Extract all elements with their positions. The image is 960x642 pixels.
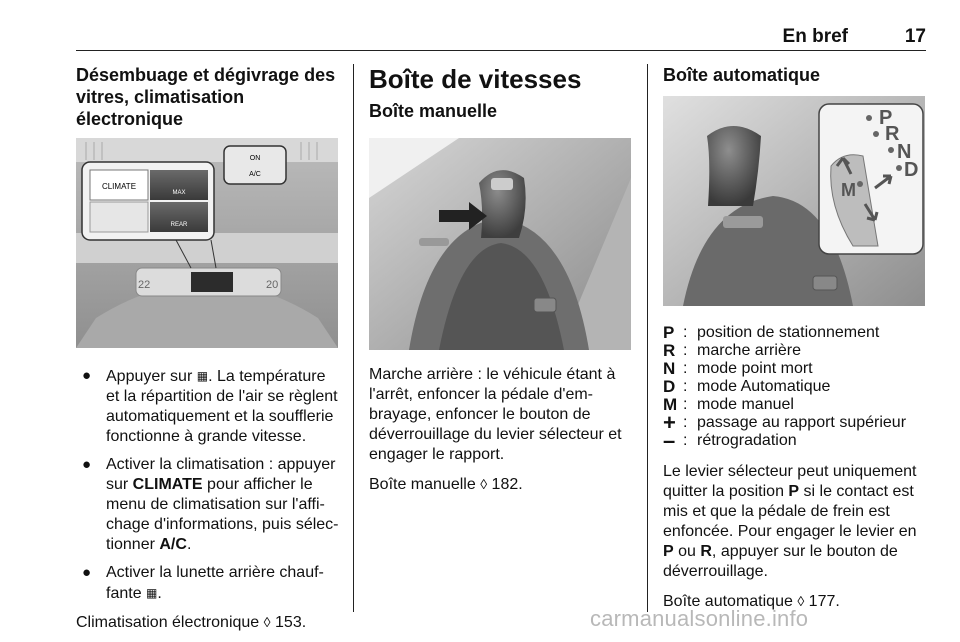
- page-ref-icon: ◊: [797, 593, 805, 609]
- page-number: 17: [904, 26, 926, 47]
- selector-lever-paragraph: Le levier sélecteur peut uniquement quitter la position P si le contact est mis et que la pédale de frein est enfoncée. Pour engager le levier en P ou R, appuyer sur le bouton de déverrouillage.: [663, 463, 917, 580]
- manual-shifter-photo: [369, 138, 631, 350]
- defog-heading: Désembuage et dégivrage des vitres, climatisation électronique: [76, 65, 336, 129]
- rear-label: REAR: [170, 222, 188, 228]
- section-title: En bref: [782, 26, 848, 47]
- column-divider-2: [647, 64, 648, 612]
- legend-row-d: D : mode Automatique: [663, 377, 831, 396]
- reverse-gear-paragraph: Marche arrière : le véhicule étant à l'arrêt, enfoncer la pédale d'em-brayage, enfoncer le bouton de déverrouillage du levier sélecteur et engager le rapport.: [369, 366, 622, 463]
- gear-legend: [663, 323, 927, 453]
- climate-panel-photo: [76, 138, 338, 348]
- plus-icon: +: [663, 410, 676, 435]
- gear-p-label: P: [879, 107, 893, 129]
- middle-column: [369, 64, 635, 495]
- gear-n-label: N: [897, 141, 912, 163]
- manual-gearbox-reference: Boîte manuelle ◊ 182.: [369, 476, 523, 493]
- gear-r-label: R: [885, 123, 900, 145]
- legend-row-p: P : position de stationnement: [663, 323, 880, 342]
- gear-d-label: D: [904, 159, 919, 181]
- page-header: [76, 26, 926, 51]
- climate-label: CLIMATE: [101, 182, 137, 191]
- max-label: MAX: [172, 190, 186, 196]
- legend-row-m: M : mode manuel: [663, 395, 794, 414]
- minus-icon: –: [663, 428, 676, 453]
- column-divider-1: [353, 64, 354, 612]
- climate-reference: Climatisation électronique ◊ 153.: [76, 614, 307, 631]
- legend-row-plus: + : passage au rapport supérieur: [663, 410, 907, 435]
- list-item: ● Appuyer sur ▦. La température et la répartition de l'air se règlent automatiquement et la soufflerie fonctionne à grande vitesse.: [82, 367, 338, 445]
- ac-label: A/C: [249, 171, 261, 178]
- watermark: carmanualsonline.info: [590, 606, 809, 631]
- temp-left-label: 22: [138, 279, 151, 291]
- gear-m-label: M: [841, 180, 856, 200]
- rear-defrost-icon: ▦: [146, 586, 158, 600]
- page-ref-icon: ◊: [263, 614, 271, 630]
- manual-gearbox-subtitle: Boîte manuelle: [369, 101, 498, 121]
- automatic-shifter-photo: [663, 96, 925, 306]
- left-column: [76, 64, 342, 633]
- legend-row-n: N : mode point mort: [663, 359, 813, 378]
- automatic-gearbox-heading: Boîte automatique: [663, 65, 821, 85]
- automatic-gearbox-reference: Boîte automatique ◊ 177.: [663, 593, 840, 610]
- gearbox-title: Boîte de vitesses: [369, 64, 582, 94]
- legend-row-r: R : marche arrière: [663, 341, 802, 360]
- page-ref-icon: ◊: [480, 476, 488, 492]
- defog-steps: [76, 366, 342, 604]
- right-column: [663, 64, 927, 612]
- legend-row-minus: – : rétrogradation: [663, 428, 797, 453]
- on-label: ON: [249, 155, 261, 162]
- max-defrost-icon: ▦: [196, 369, 209, 383]
- list-item: ● Activer la lunette arrière chauf-fante ▦.: [82, 564, 324, 602]
- list-item: ● Activer la climatisation : appuyer sur CLIMATE pour afficher le menu de climatisation sur l'affi-chage d'informations, puis sélec-tionner A/C.: [82, 456, 339, 553]
- temp-right-label: 20: [266, 279, 279, 291]
